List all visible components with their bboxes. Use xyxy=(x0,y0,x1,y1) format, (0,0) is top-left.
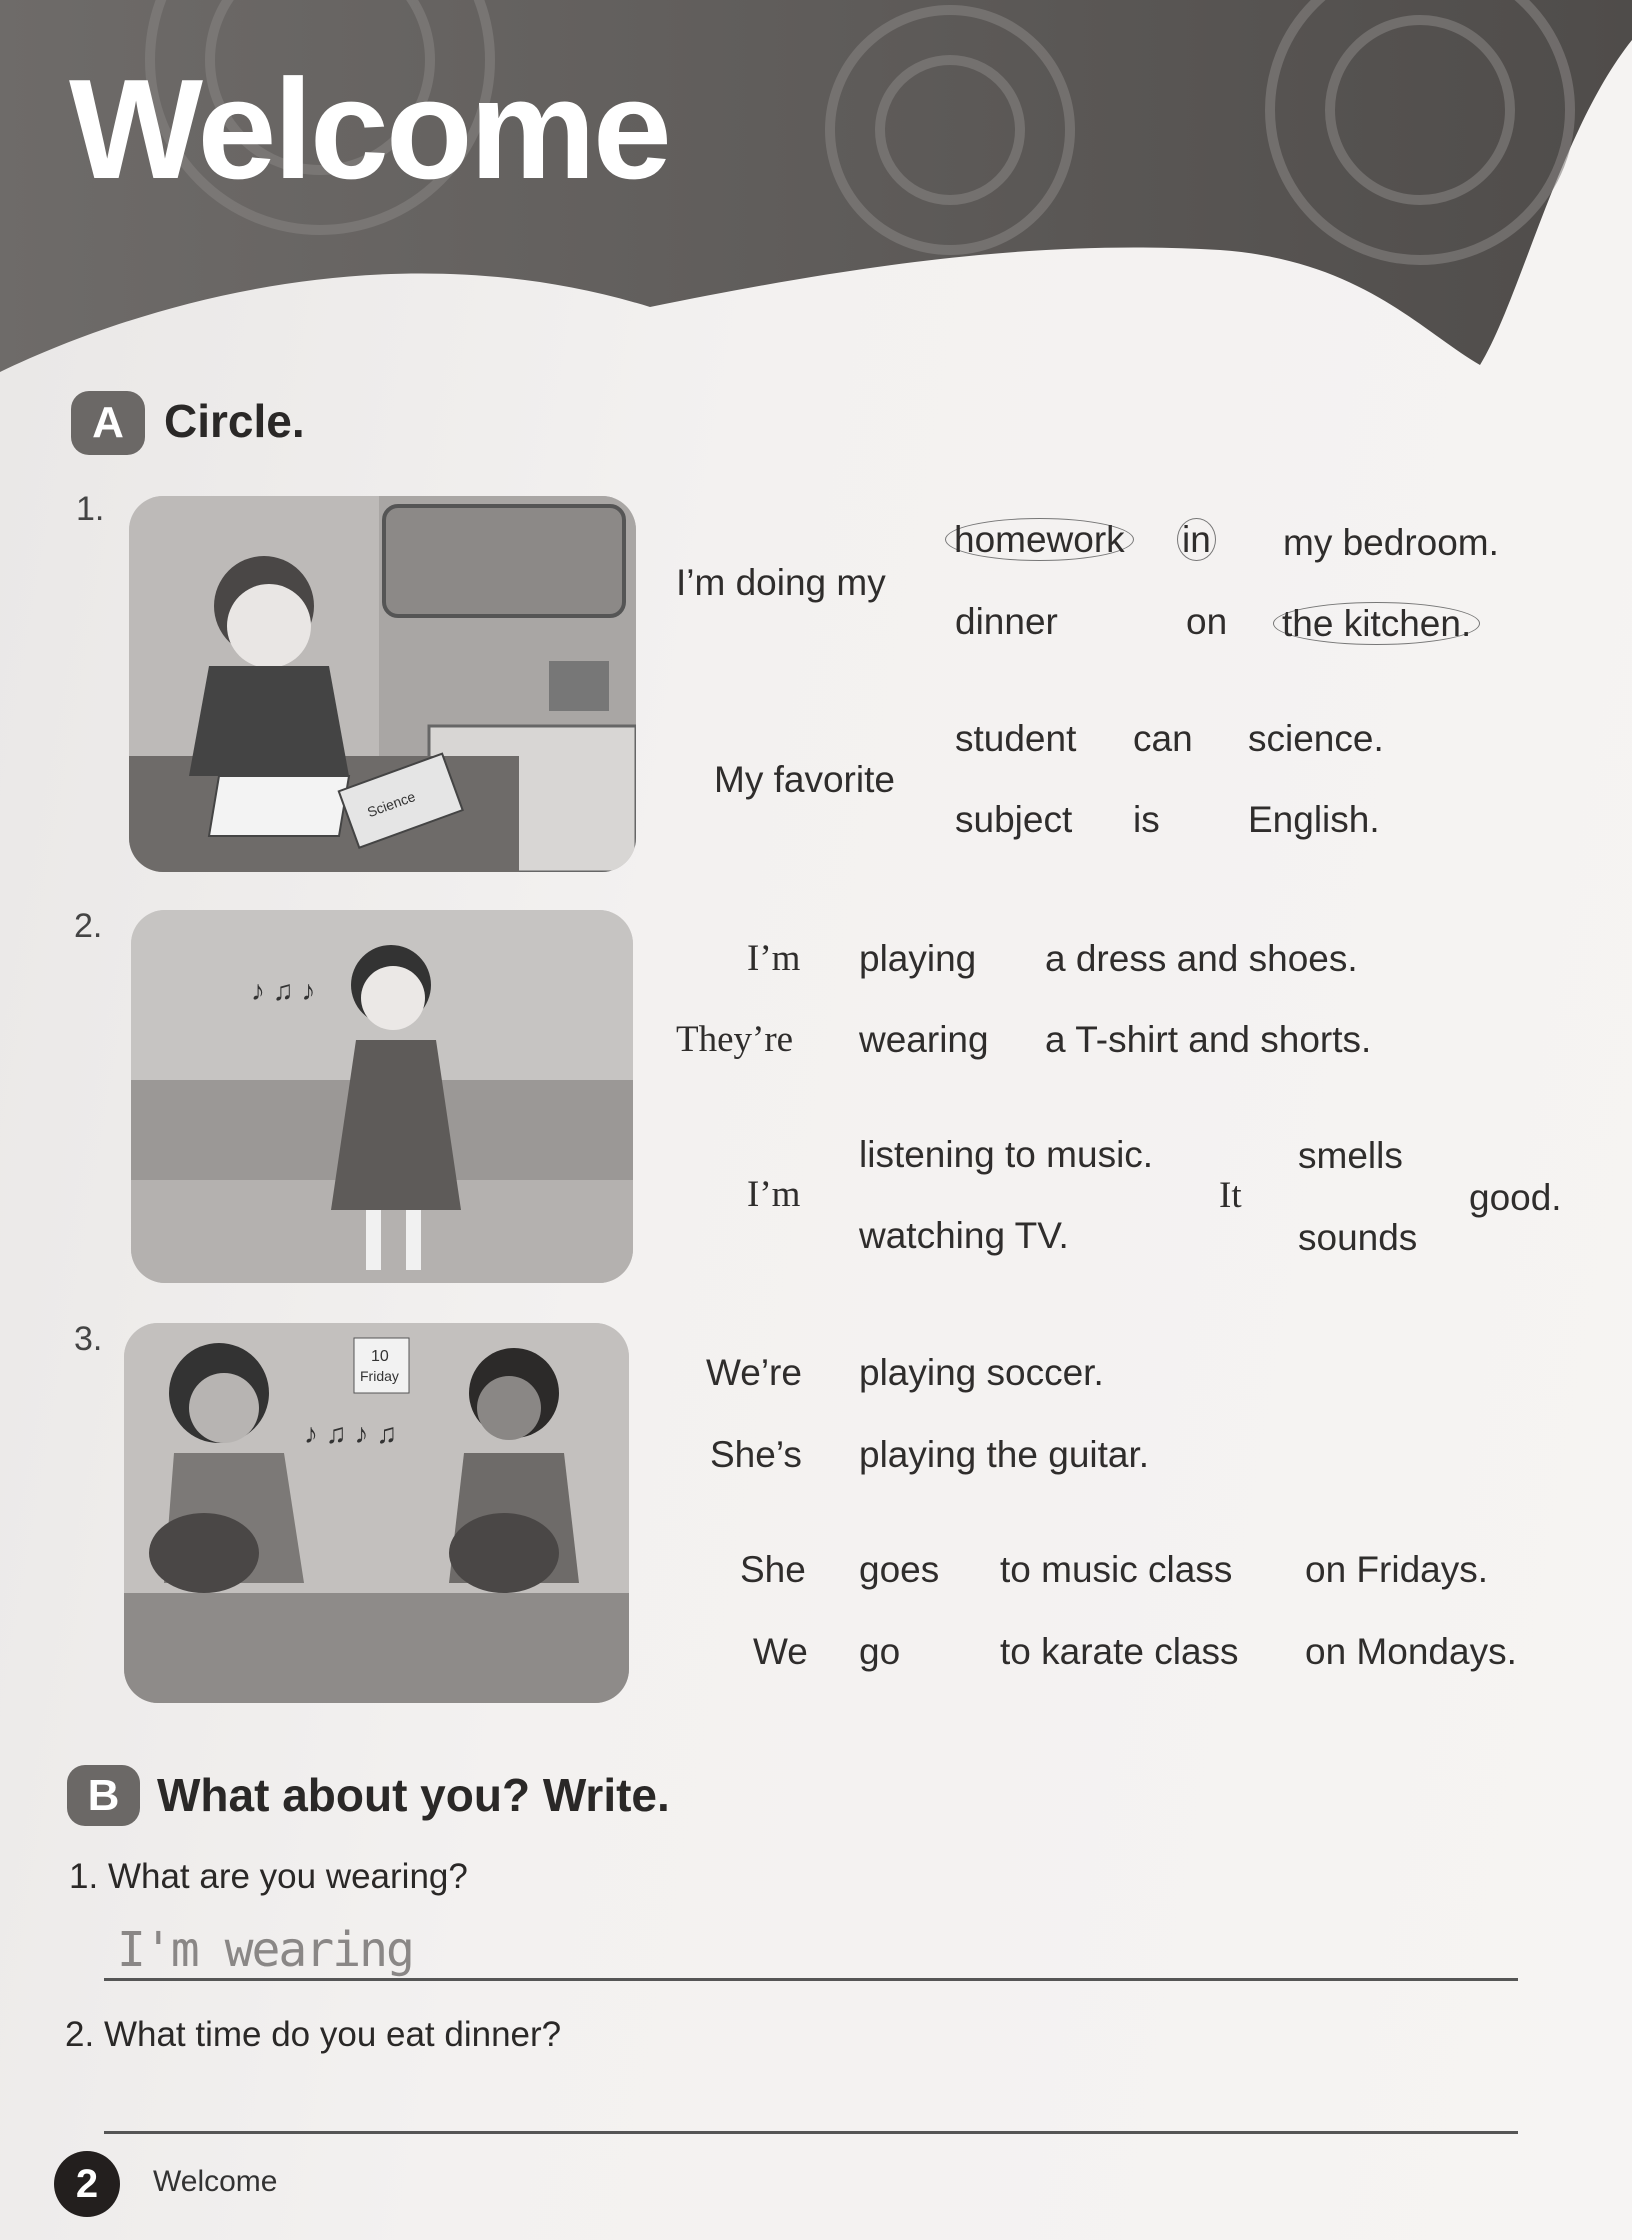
item-number: 3. xyxy=(74,1320,103,1358)
illustration-guitar-class xyxy=(124,1323,629,1703)
option-is[interactable]: is xyxy=(1133,799,1160,840)
option-subject[interactable]: subject xyxy=(955,799,1073,840)
sentence-start: My favorite xyxy=(714,759,895,800)
option-tshirt-shorts[interactable]: a T-shirt and shorts. xyxy=(1045,1019,1372,1060)
item-number: 2. xyxy=(74,907,103,945)
question-text: What time do you eat dinner? xyxy=(103,2015,562,2054)
option-we[interactable]: We xyxy=(753,1631,808,1672)
calendar-day: 10 xyxy=(371,1348,389,1365)
option-my-bedroom[interactable]: my bedroom. xyxy=(1283,522,1499,563)
sentence-start: I’m xyxy=(747,1174,801,1215)
option-dress-shoes[interactable]: a dress and shoes. xyxy=(1045,938,1358,979)
answer-1-line[interactable] xyxy=(104,1978,1518,1981)
answer-1-prompt: I'm wearing xyxy=(117,1922,413,1978)
option-theyre[interactable]: They’re xyxy=(676,1019,794,1060)
section-b-badge: B xyxy=(67,1765,140,1826)
sentence-end: good. xyxy=(1469,1177,1562,1218)
svg-text:♪ ♫ ♪ ♫: ♪ ♫ ♪ ♫ xyxy=(304,1418,398,1449)
option-go[interactable]: go xyxy=(859,1631,901,1672)
option-karate-class[interactable]: to karate class xyxy=(1000,1631,1239,1672)
question-1 xyxy=(69,1857,468,1897)
option-text: the kitchen. xyxy=(1273,602,1480,645)
option-fridays[interactable]: on Fridays. xyxy=(1305,1549,1489,1590)
sentence-mid: It xyxy=(1219,1175,1242,1216)
option-dinner[interactable]: dinner xyxy=(955,601,1058,642)
footer-label: Welcome xyxy=(153,2165,278,2198)
option-text: in xyxy=(1177,518,1216,561)
option-mondays[interactable]: on Mondays. xyxy=(1305,1631,1517,1672)
option-sounds[interactable]: sounds xyxy=(1298,1217,1418,1258)
option-playing-guitar[interactable]: playing the guitar. xyxy=(859,1434,1150,1475)
option-were[interactable]: We’re xyxy=(706,1352,802,1393)
option-english[interactable]: English. xyxy=(1248,799,1380,840)
option-homework-circled[interactable] xyxy=(955,520,1134,560)
option-wearing[interactable]: wearing xyxy=(859,1019,989,1060)
option-smells[interactable]: smells xyxy=(1298,1135,1403,1176)
section-a-title: Circle. xyxy=(164,395,305,447)
option-im[interactable]: I’m xyxy=(747,938,801,979)
option-on[interactable]: on xyxy=(1186,601,1228,642)
question-number: 2. xyxy=(65,2015,95,2054)
answer-2-line[interactable] xyxy=(104,2131,1518,2134)
option-listening[interactable]: listening to music. xyxy=(859,1134,1154,1175)
page-number-badge: 2 xyxy=(54,2151,120,2217)
section-a-badge: A xyxy=(71,391,145,455)
illustration-boy-homework xyxy=(129,496,636,872)
option-in-circled[interactable] xyxy=(1183,520,1216,560)
option-playing[interactable]: playing xyxy=(859,938,977,979)
option-student[interactable]: student xyxy=(955,718,1077,759)
option-can[interactable]: can xyxy=(1133,718,1193,759)
svg-text:♪ ♫ ♪: ♪ ♫ ♪ xyxy=(251,975,316,1006)
page-title: Welcome xyxy=(69,50,669,209)
calendar-weekday: Friday xyxy=(360,1368,399,1384)
illustration-girl-music xyxy=(131,910,633,1283)
option-text: homework xyxy=(945,518,1134,561)
option-shes[interactable]: She’s xyxy=(710,1434,802,1475)
sentence-start: I’m doing my xyxy=(676,562,886,603)
item-number: 1. xyxy=(76,490,105,528)
book-label: Science xyxy=(365,788,418,821)
question-2 xyxy=(65,2015,561,2055)
question-number: 1. xyxy=(69,1857,99,1896)
option-the-kitchen-circled[interactable] xyxy=(1283,604,1480,644)
option-goes[interactable]: goes xyxy=(859,1549,940,1590)
option-music-class[interactable]: to music class xyxy=(1000,1549,1233,1590)
section-b-title: What about you? Write. xyxy=(157,1769,670,1821)
option-science[interactable]: science. xyxy=(1248,718,1384,759)
option-she[interactable]: She xyxy=(740,1549,806,1590)
option-playing-soccer[interactable]: playing soccer. xyxy=(859,1352,1104,1393)
option-watching[interactable]: watching TV. xyxy=(859,1215,1069,1256)
question-text: What are you wearing? xyxy=(107,1857,468,1896)
